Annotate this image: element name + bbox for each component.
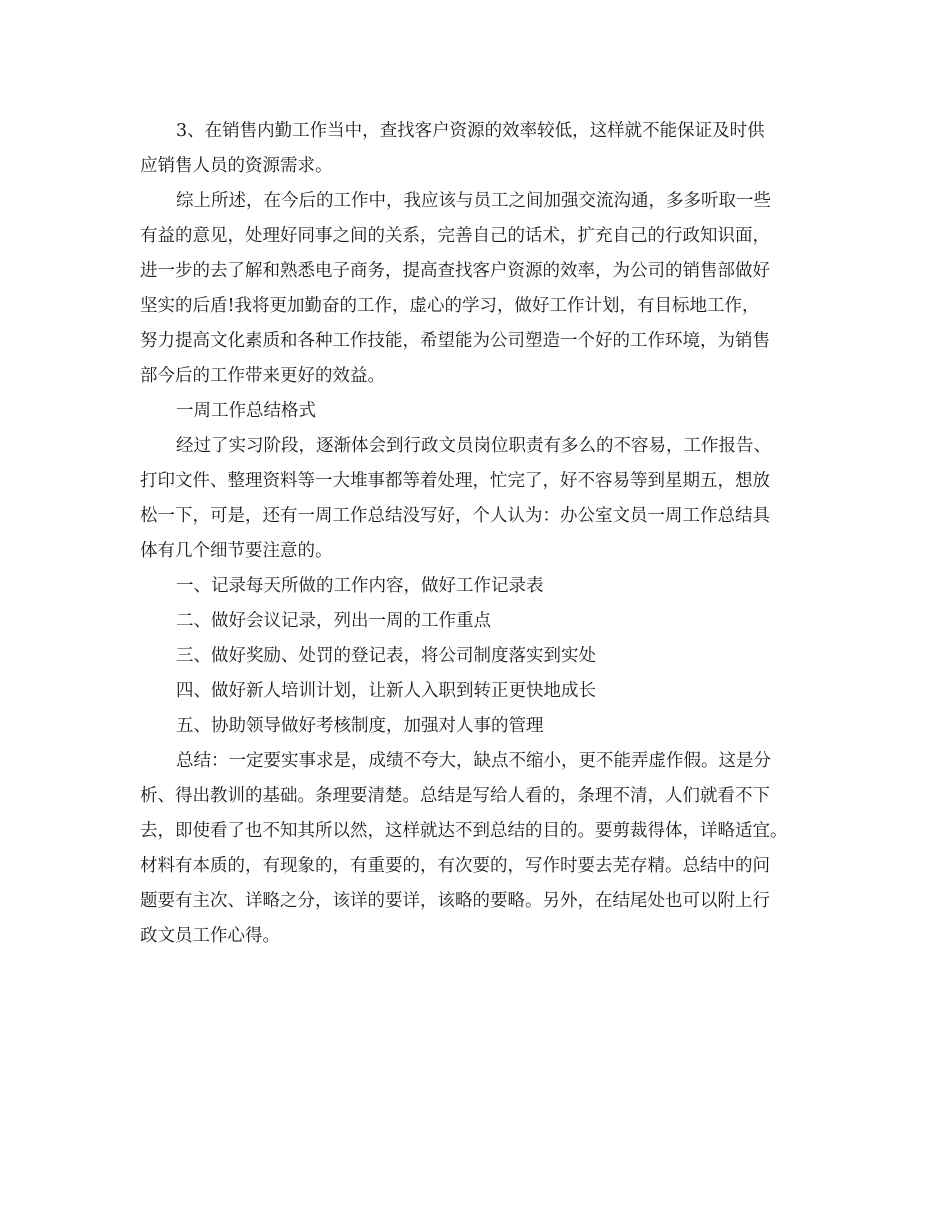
text-line: 3、在销售内勤工作当中，查找客户资源的效率较低，这样就不能保证及时供 <box>176 121 765 141</box>
heading-text: 一周工作总结格式 <box>176 401 316 421</box>
list-item-4 <box>140 674 830 709</box>
list-item-2 <box>140 604 830 639</box>
text-line: 析、得出教训的基础。条理要清楚。总结是写给人看的，条理不清，人们就看不下 <box>140 786 770 806</box>
text-line: 松一下，可是，还有一周工作总结没写好，个人认为：办公室文员一周工作总结具 <box>140 506 770 526</box>
text-line: 题要有主次、详略之分，该详的要详，该略的要略。另外，在结尾处也可以附上行 <box>140 891 770 911</box>
text-line: 坚实的后盾!我将更加勤奋的工作，虚心的学习，做好工作计划，有目标地工作， <box>140 296 760 316</box>
summary-paragraph <box>140 744 830 954</box>
list-item-5 <box>140 709 830 744</box>
text-line: 总结：一定要实事求是，成绩不夸大，缺点不缩小，更不能弄虚作假。这是分 <box>176 751 771 771</box>
text-line: 应销售人员的资源需求。 <box>140 156 333 176</box>
text-line: 经过了实习阶段，逐渐体会到行政文员岗位职责有多么的不容易，工作报告、 <box>176 436 771 456</box>
text-line: 进一步的去了解和熟悉电子商务，提高查找客户资源的效率，为公司的销售部做好 <box>140 261 770 281</box>
text-line: 努力提高文化素质和各种工作技能，希望能为公司塑造一个好的工作环境，为销售 <box>140 331 770 351</box>
text-line: 材料有本质的，有现象的，有重要的，有次要的，写作时要去芜存精。总结中的问 <box>140 856 770 876</box>
section-heading <box>140 394 830 429</box>
text-line: 去，即使看了也不知其所以然，这样就达不到总结的目的。要剪裁得体，详略适宜。 <box>140 821 788 841</box>
list-item-3 <box>140 639 830 674</box>
list-item-text: 二、做好会议记录，列出一周的工作重点 <box>176 611 491 631</box>
document-body <box>140 114 830 954</box>
text-line: 部今后的工作带来更好的效益。 <box>140 366 385 386</box>
text-line: 体有几个细节要注意的。 <box>140 541 333 561</box>
list-item-text: 一、记录每天所做的工作内容，做好工作记录表 <box>176 576 544 596</box>
list-item-text: 五、协助领导做好考核制度，加强对人事的管理 <box>176 716 544 736</box>
text-line: 综上所述，在今后的工作中，我应该与员工之间加强交流沟通，多多听取一些 <box>176 191 771 211</box>
text-line: 政文员工作心得。 <box>140 926 280 946</box>
paragraph-1 <box>140 114 830 184</box>
list-item-text: 三、做好奖励、处罚的登记表，将公司制度落实到实处 <box>176 646 596 666</box>
text-line: 有益的意见，处理好同事之间的关系，完善自己的话术，扩充自己的行政知识面， <box>140 226 770 246</box>
list-item-text: 四、做好新人培训计划，让新人入职到转正更快地成长 <box>176 681 596 701</box>
paragraph-2 <box>140 184 830 394</box>
list-item-1 <box>140 569 830 604</box>
paragraph-4 <box>140 429 830 569</box>
text-line: 打印文件、整理资料等一大堆事都等着处理，忙完了，好不容易等到星期五，想放 <box>140 471 770 491</box>
